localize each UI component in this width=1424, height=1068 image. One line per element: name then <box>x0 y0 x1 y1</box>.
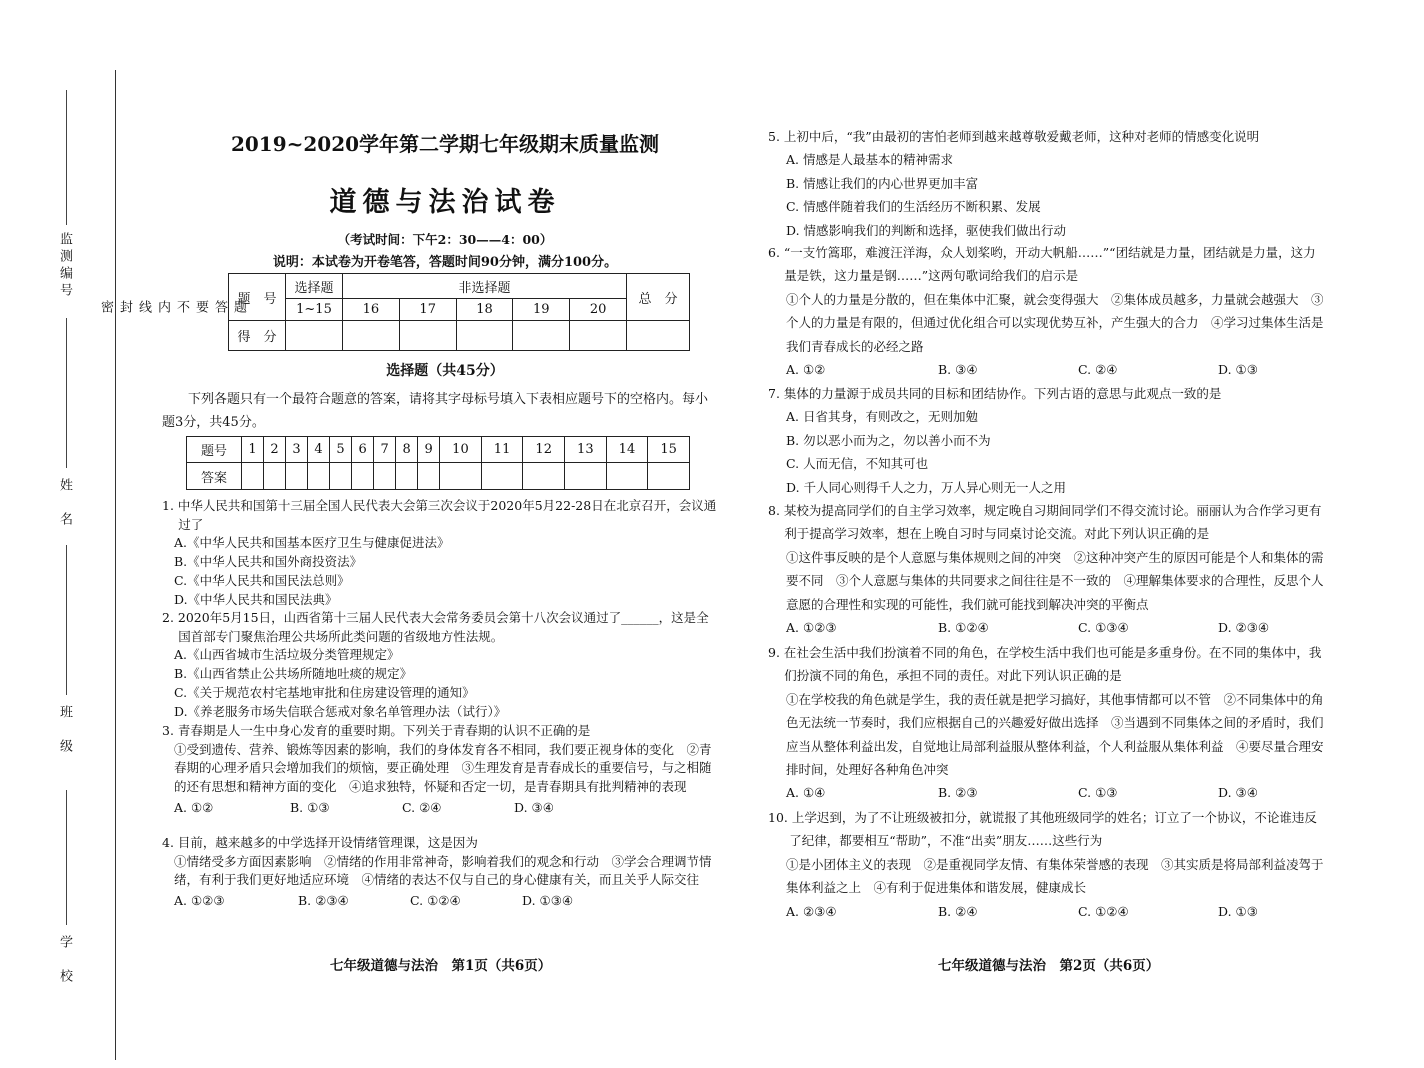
seal-char: 内 <box>155 300 170 313</box>
option-b: B. ②④ <box>938 903 978 919</box>
question-stem: 3. 青春期是人一生中身心发育的重要时期。下列关于青春期的认识不正确的是 <box>162 723 591 738</box>
section-instruction: 下列各题只有一个最符合题意的答案，请将其字母标号填入下表相应题号下的空格内。每小题3分，共45分。 <box>162 392 709 430</box>
score-table-choice-header: 选择题 <box>286 274 343 299</box>
option-b: B. 情感让我们的内心世界更加丰富 <box>786 175 979 191</box>
answer-table-number: 9 <box>418 437 440 463</box>
question-5 <box>768 125 1328 242</box>
question-stem: 5. 上初中后，“我”由最初的害怕老师到越来越尊敬爱戴老师，这种对老师的情感变化说明 <box>768 129 1260 144</box>
option-a: A. 情感是人最基本的精神需求 <box>786 152 953 168</box>
option-d: D. ②③④ <box>1218 620 1270 636</box>
score-table-total-header: 总 分 <box>627 274 690 321</box>
answer-table-number: 8 <box>396 437 418 463</box>
option-b: B. ③④ <box>938 362 978 378</box>
answer-cell[interactable] <box>440 463 482 490</box>
option-a: A. 日省其身，有则改之，无则加勉 <box>786 409 978 425</box>
answer-table-number: 13 <box>565 437 607 463</box>
option-a: A. ①②③ <box>174 893 225 909</box>
footer-page-1: 七年级道德与法治 第1页（共6页） <box>330 958 552 974</box>
options-row <box>162 892 718 911</box>
option-d: D. ①③ <box>1218 362 1258 378</box>
answer-cell[interactable] <box>286 463 308 490</box>
seal-char: 线 <box>136 300 151 313</box>
question-10 <box>768 806 1328 923</box>
answer-table-number: 11 <box>481 437 523 463</box>
option-b: B. 勿以恶小而为之，勿以善小而不为 <box>786 432 991 448</box>
score-table <box>228 273 690 351</box>
answer-table-number: 1 <box>242 437 264 463</box>
score-cell[interactable] <box>399 321 456 351</box>
field-line-class[interactable] <box>66 545 67 695</box>
field-label-school: 学 校 <box>57 935 72 986</box>
question-stem: 9. 在社会生活中我们扮演着不同的角色，在学校生活中我们也可能是多重身份。在不同的集体中，我们扮演不同的角色，承担不同的责任。对此下列认识正确的是 <box>768 645 1322 684</box>
option-c: C.《中华人民共和国民法总则》 <box>174 572 350 588</box>
score-table-col: 20 <box>570 299 627 321</box>
question-body: ①在学校我的角色就是学生，我的责任就是把学习搞好，其他事情都可以不管 ②不同集体中的角色无法统一节奏时，我们应根据自己的兴趣爱好做出选择 ③当遇到不同集体之间的矛盾时，我们应当从整体利益出发，自觉地让局部利益服从整体利益，个人利益服从集体利益 ④要尽量合理安排时间，处理好各种角色冲突 <box>786 691 1324 778</box>
options-row <box>768 616 1328 639</box>
option-b: B.《山西省禁止公共场所随地吐痰的规定》 <box>174 666 413 682</box>
option-a: A.《中华人民共和国基本医疗卫生与健康促进法》 <box>174 535 450 551</box>
options-row <box>162 799 718 818</box>
option-d: D.《中华人民共和国民法典》 <box>174 591 338 607</box>
option-c: C. ①②④ <box>410 893 461 909</box>
option-a: A. ①②③ <box>786 620 837 636</box>
exam-title: 2019~2020学年第二学期七年级期末质量监测 <box>230 132 660 156</box>
option-d: D. ③④ <box>514 799 554 815</box>
option-a: A.《山西省城市生活垃圾分类管理规定》 <box>174 647 400 663</box>
question-1 <box>162 497 718 609</box>
seal-char: 密 <box>98 300 113 313</box>
answer-table <box>186 436 690 490</box>
options-row <box>768 358 1328 381</box>
question-body: ①情绪受多方面因素影响 ②情绪的作用非常神奇，影响着我们的观念和行动 ③学会合理调节情绪，有利于我们更好地适应环境 ④情绪的表达不仅与自己的身心健康有关，而且关乎人际交往 <box>174 853 712 888</box>
question-stem: 1. 中华人民共和国第十三届全国人民代表大会第三次会议于2020年5月22-28日在北京召开，会议通过了 <box>162 498 717 532</box>
option-b: B. ②③ <box>938 785 978 801</box>
answer-cell[interactable] <box>242 463 264 490</box>
options-row <box>768 781 1328 804</box>
option-b: B. ①②④ <box>938 620 989 636</box>
option-c: C. ①③ <box>1078 785 1118 801</box>
answer-table-number: 10 <box>440 437 482 463</box>
seal-char: 要 <box>193 300 208 313</box>
seal-char: 封 <box>117 300 132 313</box>
answer-table-number: 7 <box>374 437 396 463</box>
option-a: A. ①④ <box>786 785 826 801</box>
question-8 <box>768 499 1328 639</box>
option-b: B. ①③ <box>290 799 330 815</box>
subject-title: 道德与法治试卷 <box>329 187 561 218</box>
option-c: C. 人而无信，不知其可也 <box>786 456 929 472</box>
question-stem: 10. 上学迟到，为了不让班级被扣分，就谎报了其他班级同学的姓名；订立了一个协议，不论谁违反了纪律，都要相互“帮助”，不准“出卖”朋友……这些行为 <box>768 810 1317 849</box>
score-table-col: 19 <box>513 299 570 321</box>
answer-cell[interactable] <box>481 463 523 490</box>
answer-table-number: 12 <box>523 437 565 463</box>
question-body: ①受到遗传、营养、锻炼等因素的影响，我们的身体发育各不相同，我们要正视身体的变化 ②青春期的心理矛盾只会增加我们的烦恼，要正确处理 ③生理发育是青春成长的重要信号，与之相随的还有思想和精神方面的变化 ④追求独特，怀疑和否定一切，是青春期具有批判精神的表现 <box>174 741 712 795</box>
answer-cell[interactable] <box>308 463 330 490</box>
answer-cell[interactable] <box>396 463 418 490</box>
answer-table-number: 14 <box>606 437 648 463</box>
option-c: C. ①③④ <box>1078 620 1129 636</box>
answer-table-number: 4 <box>308 437 330 463</box>
score-table-row-label: 题 号 <box>229 274 286 321</box>
seal-char: 题 <box>231 300 246 313</box>
field-line-monitor-number[interactable] <box>66 90 67 225</box>
score-cell[interactable] <box>343 321 400 351</box>
answer-cell[interactable] <box>374 463 396 490</box>
option-d: D. 情感影响我们的判断和选择，驱使我们做出行动 <box>786 222 1067 238</box>
answer-table-number: 15 <box>648 437 690 463</box>
question-3 <box>162 722 718 818</box>
answer-cell[interactable] <box>330 463 352 490</box>
option-d: D. ③④ <box>1218 785 1258 801</box>
answer-cell[interactable] <box>648 463 690 490</box>
option-a: A. ①② <box>174 799 214 815</box>
question-body: ①个人的力量是分散的，但在集体中汇聚，就会变得强大 ②集体成员越多，力量就会越强大 ③个人的力量是有限的，但通过优化组合可以实现优势互补，产生强大的合力 ④学习过集体生活是我们青春成长的必经之路 <box>786 291 1324 354</box>
question-4 <box>162 834 718 911</box>
answer-table-answer-label: 答案 <box>187 463 242 490</box>
option-b: B.《中华人民共和国外商投资法》 <box>174 554 363 570</box>
score-table-col: 17 <box>399 299 456 321</box>
question-stem: 2. 2020年5月15日，山西省第十三届人民代表大会常务委员会第十八次会议通过了______，这是全国首部专门聚焦治理公共场所此类问题的省级地方性法规。 <box>162 610 709 644</box>
field-label-class: 班 级 <box>57 705 72 756</box>
answer-table-number: 5 <box>330 437 352 463</box>
question-stem: 4. 目前，越来越多的中学选择开设情绪管理课，这是因为 <box>162 835 478 850</box>
question-stem: 8. 某校为提高同学们的自主学习效率，规定晚自习期间同学们不得交流讨论。丽丽认为合作学习更有利于提高学习效率，想在上晚自习时与同桌讨论交流。对此下列认识正确的是 <box>768 503 1322 542</box>
field-label-name: 姓 名 <box>57 478 72 529</box>
option-a: A. ①② <box>786 362 826 378</box>
seal-char: 答 <box>212 300 227 313</box>
question-stem: 6. “一支竹篙耶，难渡汪洋海，众人划桨哟，开动大帆船……”“团结就是力量，团结就是力量，这力量是铁，这力量是钢……”这两句歌词给我们的启示是 <box>768 245 1316 284</box>
field-line-name[interactable] <box>66 318 67 468</box>
option-c: C. ②④ <box>402 799 442 815</box>
options-row <box>768 900 1328 923</box>
answer-cell[interactable] <box>606 463 648 490</box>
option-c: C. ②④ <box>1078 362 1118 378</box>
option-a: A. ②③④ <box>786 903 837 919</box>
answer-cell[interactable] <box>418 463 440 490</box>
field-label-monitor-number: 监测编号 <box>57 232 72 300</box>
question-body: ①这件事反映的是个人意愿与集体规则之间的冲突 ②这种冲突产生的原因可能是个人和集体的需要不同 ③个人意愿与集体的共同要求之间往往是不一致的 ④理解集体要求的合理性，反思个人意愿的合理性和实现的可能性，我们就可能找到解决冲突的平衡点 <box>786 549 1324 612</box>
answer-table-number: 3 <box>286 437 308 463</box>
score-table-score-label: 得 分 <box>229 321 286 351</box>
score-cell[interactable] <box>456 321 513 351</box>
score-table-col: 18 <box>456 299 513 321</box>
footer-page-2: 七年级道德与法治 第2页（共6页） <box>938 958 1160 974</box>
seal-char: 不 <box>174 300 189 313</box>
question-body: ①是小团体主义的表现 ②是重视同学友情、有集体荣誉感的表现 ③其实质是将局部利益凌驾于集体利益之上 ④有利于促进集体和谐发展，健康成长 <box>786 856 1324 896</box>
question-stem: 7. 集体的力量源于成员共同的目标和团结协作。下列古语的意思与此观点一致的是 <box>768 386 1222 401</box>
answer-cell[interactable] <box>264 463 286 490</box>
question-9 <box>768 641 1328 805</box>
question-6 <box>768 241 1328 381</box>
score-cell[interactable] <box>286 321 343 351</box>
option-d: D. ①③④ <box>522 893 574 909</box>
option-d: D.《养老服务市场失信联合惩戒对象名单管理办法（试行）》 <box>174 703 507 719</box>
option-c: C. ①②④ <box>1078 903 1129 919</box>
answer-cell[interactable] <box>565 463 607 490</box>
score-cell[interactable] <box>513 321 570 351</box>
question-2 <box>162 609 718 721</box>
score-table-col: 1~15 <box>286 299 343 321</box>
answer-table-number-label: 题号 <box>187 437 242 463</box>
option-d: D. 千人同心则得千人之力，万人异心则无一人之用 <box>786 479 1067 495</box>
option-c: C.《关于规范农村宅基地审批和住房建设管理的通知》 <box>174 684 475 700</box>
score-table-col: 16 <box>343 299 400 321</box>
option-b: B. ②③④ <box>298 893 349 909</box>
option-c: C. 情感伴随着我们的生活经历不断积累、发展 <box>786 199 1041 215</box>
score-cell[interactable] <box>570 321 627 351</box>
score-table-nonchoice-header: 非选择题 <box>343 274 627 299</box>
answer-cell[interactable] <box>523 463 565 490</box>
answer-cell[interactable] <box>352 463 374 490</box>
question-7 <box>768 382 1328 499</box>
answer-table-number: 6 <box>352 437 374 463</box>
exam-note: 说明：本试卷为开卷笔答，答题时间90分钟，满分100分。 <box>272 255 618 270</box>
option-d: D. ①③ <box>1218 903 1258 919</box>
answer-table-number: 2 <box>264 437 286 463</box>
exam-time: （考试时间：下午2：30——4：00） <box>337 232 553 247</box>
section-title: 选择题（共45分） <box>386 363 504 379</box>
field-line-school[interactable] <box>66 790 67 925</box>
score-cell-total[interactable] <box>627 321 690 351</box>
